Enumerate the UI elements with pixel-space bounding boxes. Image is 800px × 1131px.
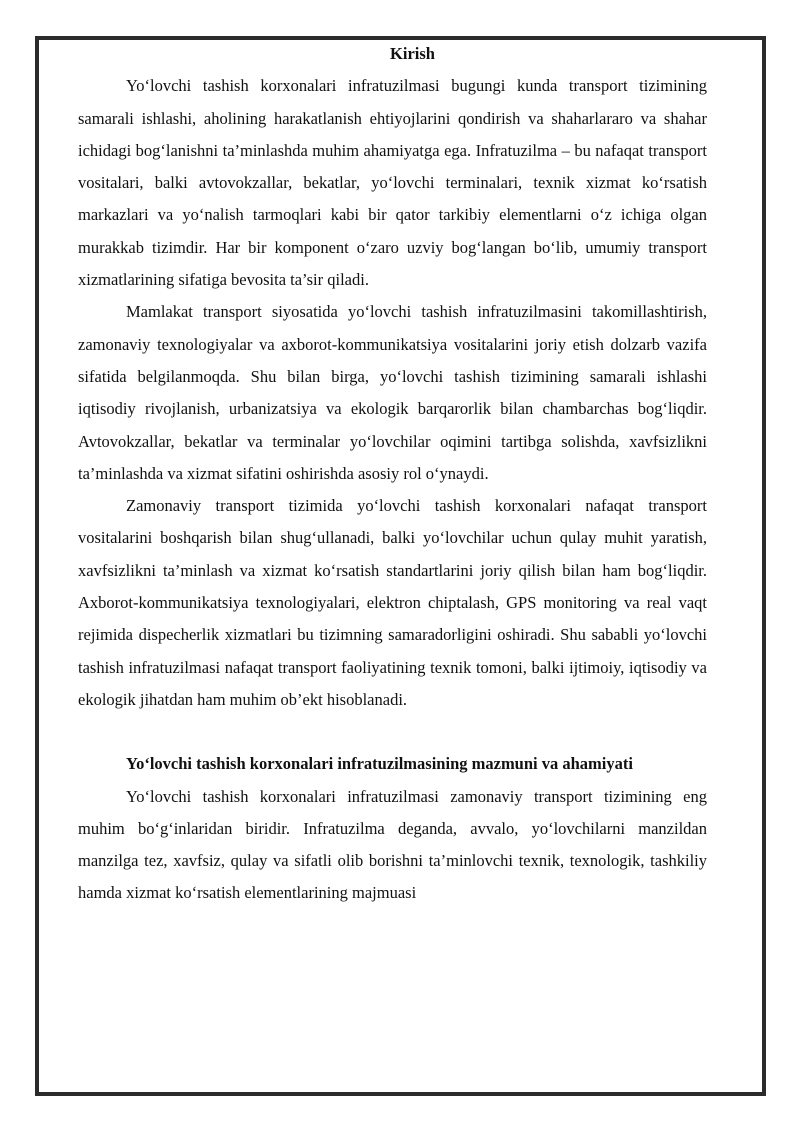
document-body xyxy=(78,38,707,910)
paragraph-1: Yo‘lovchi tashish korxonalari infratuzilmasi bugungi kunda transport tizimining samarali ishlashi, aholining harakatlanish ehtiyojlarini qondirish va shaharlararo va shahar ichidagi bog‘lanishni ta’minlashda muhim ahamiyatga ega. Infratuzilma – bu nafaqat transport vositalari, balki avtovokzallar, bekatlar, yo‘lovchi terminalari, texnik xizmat ko‘rsatish markazlari va yo‘nalish tarmoqlari kabi bir qator tarkibiy elementlarni o‘z ichiga olgan murakkab tizimdir. Har bir komponent o‘zaro uzviy bog‘langan bo‘lib, umumiy transport xizmatlarining sifatiga bevosita ta’sir qiladi. xyxy=(78,76,707,290)
section-spacer xyxy=(78,716,707,748)
section-heading: Yo‘lovchi tashish korxonalari infratuzilmasining mazmuni va ahamiyati xyxy=(126,754,633,774)
paragraph-3: Zamonaviy transport tizimida yo‘lovchi tashish korxonalari nafaqat transport vositalarini boshqarish bilan shug‘ullanadi, balki yo‘lovchilar uchun qulay muhit yaratish, xavfsizlikni ta’minlash va xizmat ko‘rsatish standartlarini joriy qilish bilan ham bog‘liqdir. Axborot-kommunikatsiya texnologiyalari, elektron chiptalash, GPS monitoring va real vaqt rejimida dispecherlik xizmatlari bu tizimning samaradorligini oshiradi. Shu sababli yo‘lovchi tashish infratuzilmasi nafaqat transport faoliyatining texnik tomoni, balki ijtimoiy, iqtisodiy va ekologik jihatdan ham muhim ob’ekt hisoblanadi. xyxy=(78,496,707,709)
document-title: Kirish xyxy=(390,44,435,63)
paragraph-2: Mamlakat transport siyosatida yo‘lovchi tashish infratuzilmasini takomillashtirish, zamonaviy texnologiyalar va axborot-kommunikatsiya vositalarini joriy etish dolzarb vazifa sifatida belgilanmoqda. Shu bilan birga, yo‘lovchi tashish tizimining samarali ishlashi iqtisodiy rivojlanish, urbanizatsiya va ekologik barqarorlik bilan chambarchas bog‘liqdir. Avtovokzallar, bekatlar va terminalar yo‘lovchilar oqimini tartibga solishda, xavfsizlikni ta’minlashda va xizmat sifatini oshirishda asosiy rol o‘ynaydi. xyxy=(78,302,707,483)
section-paragraph: Yo‘lovchi tashish korxonalari infratuzilmasi zamonaviy transport tizimining eng muhim bo‘g‘inlaridan biridir. Infratuzilma deganda, avvalo, yo‘lovchilarni manzildan manzilga tez, xavfsiz, qulay va sifatli olib borishni ta’minlovchi texnik, texnologik, tashkiliy hamda xizmat ko‘rsatish elementlarining majmuasi xyxy=(78,786,707,903)
